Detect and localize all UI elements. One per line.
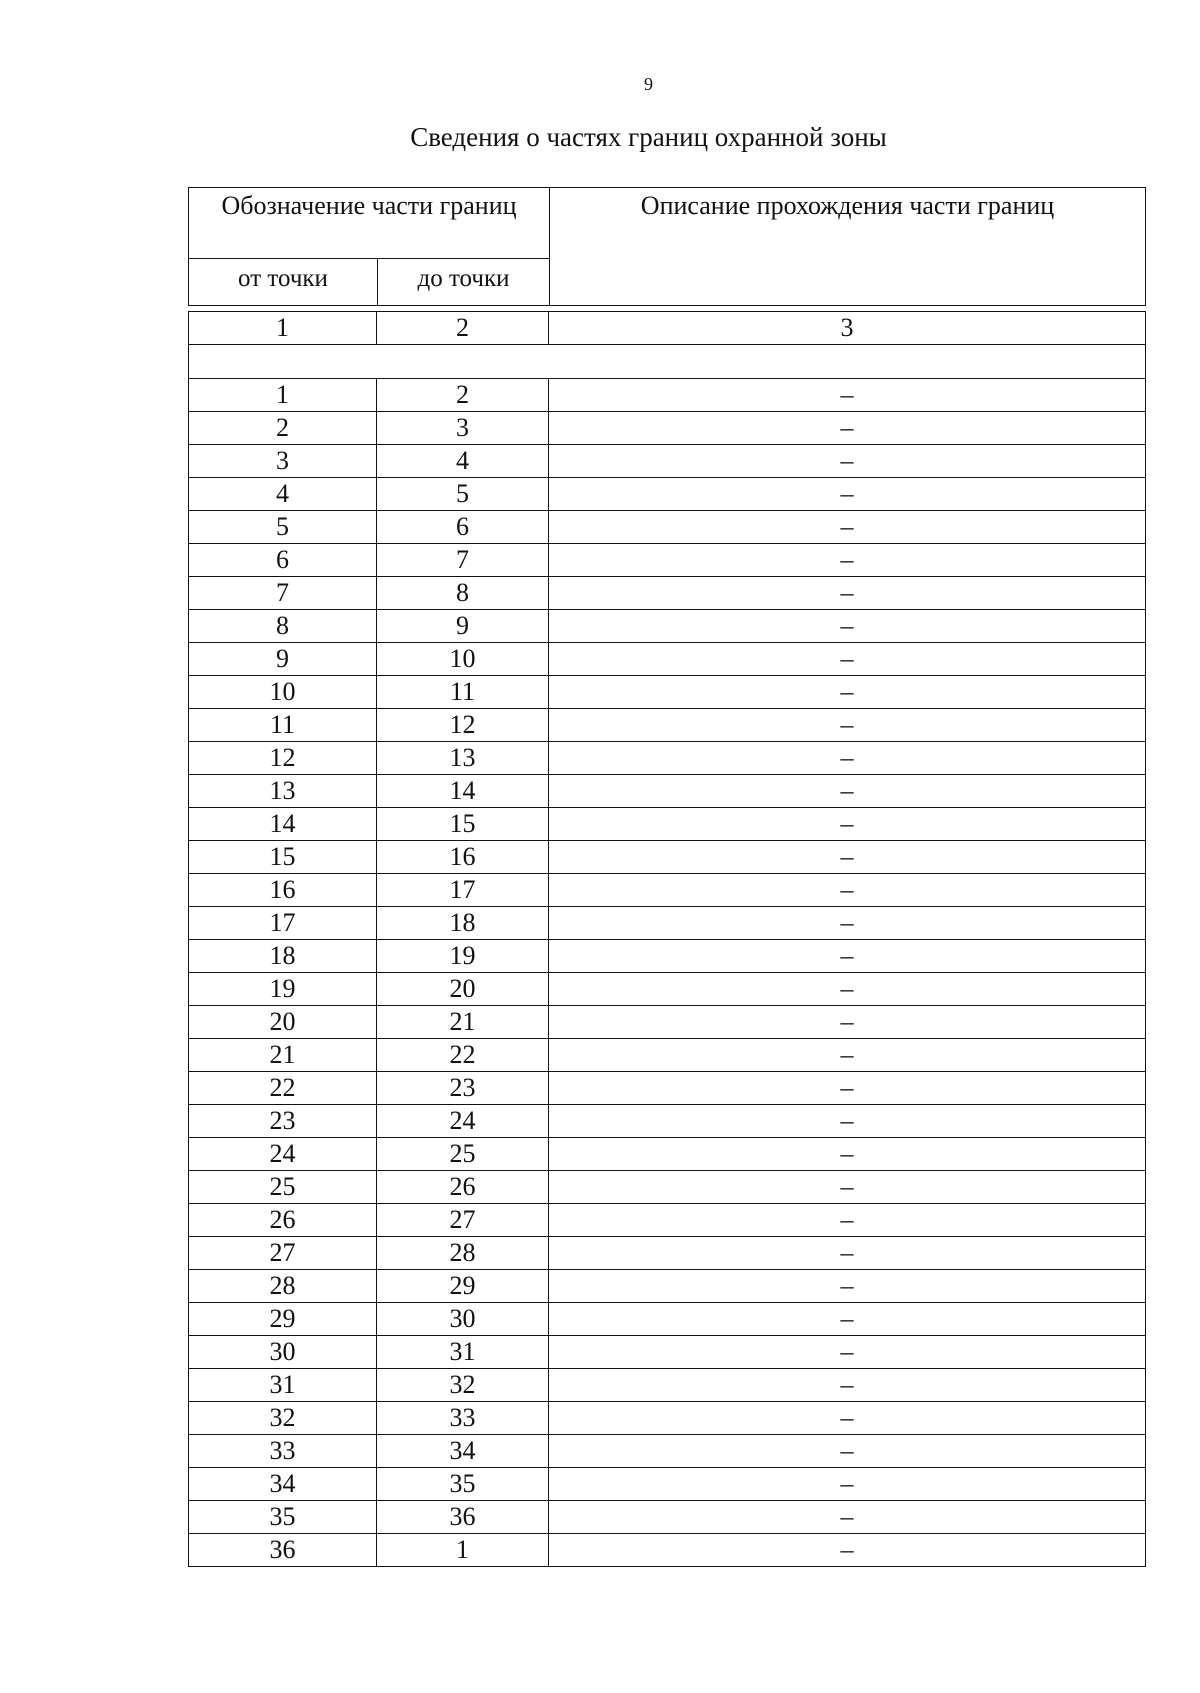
from-point-cell: 10 <box>189 676 377 709</box>
to-point-cell: 11 <box>377 676 549 709</box>
from-point-cell: 8 <box>189 610 377 643</box>
to-point-cell: 28 <box>377 1237 549 1270</box>
description-cell: – <box>549 1039 1146 1072</box>
from-point-cell: 15 <box>189 841 377 874</box>
description-cell: – <box>549 940 1146 973</box>
table-row <box>189 412 1146 445</box>
to-point-header: до точки <box>417 265 510 292</box>
from-point-cell: 19 <box>189 973 377 1006</box>
table-row <box>189 610 1146 643</box>
description-cell: – <box>549 1270 1146 1303</box>
table-row <box>189 1072 1146 1105</box>
table-row <box>189 1138 1146 1171</box>
description-cell: – <box>549 808 1146 841</box>
description-header: Описание прохождения части границ <box>640 191 1055 220</box>
description-cell: – <box>549 907 1146 940</box>
table-row <box>189 973 1146 1006</box>
to-point-cell: 5 <box>377 478 549 511</box>
description-cell: – <box>549 709 1146 742</box>
from-point-cell: 4 <box>189 478 377 511</box>
description-cell: – <box>549 1237 1146 1270</box>
table-row <box>189 742 1146 775</box>
description-cell: – <box>549 478 1146 511</box>
description-cell: – <box>549 610 1146 643</box>
table-row <box>189 841 1146 874</box>
from-point-cell: 5 <box>189 511 377 544</box>
to-point-cell: 13 <box>377 742 549 775</box>
to-point-cell: 19 <box>377 940 549 973</box>
table-row <box>189 478 1146 511</box>
to-point-cell: 33 <box>377 1402 549 1435</box>
from-point-cell: 26 <box>189 1204 377 1237</box>
boundary-parts-table <box>188 311 1146 1567</box>
to-point-cell: 24 <box>377 1105 549 1138</box>
description-cell: – <box>549 1072 1146 1105</box>
from-point-cell: 3 <box>189 445 377 478</box>
to-point-cell: 4 <box>377 445 549 478</box>
table-row <box>189 1006 1146 1039</box>
description-cell: – <box>549 874 1146 907</box>
from-point-cell: 6 <box>189 544 377 577</box>
to-point-cell: 15 <box>377 808 549 841</box>
to-point-cell: 23 <box>377 1072 549 1105</box>
table-row <box>189 1171 1146 1204</box>
table-row <box>189 1039 1146 1072</box>
description-cell: – <box>549 1402 1146 1435</box>
table-row <box>189 1270 1146 1303</box>
table-row <box>189 511 1146 544</box>
table-row <box>189 1501 1146 1534</box>
from-point-cell: 7 <box>189 577 377 610</box>
to-point-cell: 9 <box>377 610 549 643</box>
to-point-cell: 36 <box>377 1501 549 1534</box>
from-point-cell: 11 <box>189 709 377 742</box>
to-point-cell: 29 <box>377 1270 549 1303</box>
from-point-cell: 13 <box>189 775 377 808</box>
description-cell: – <box>549 1138 1146 1171</box>
description-cell: – <box>549 841 1146 874</box>
description-cell: – <box>549 643 1146 676</box>
to-point-cell: 17 <box>377 874 549 907</box>
from-point-header: от точки <box>189 259 378 305</box>
to-point-cell: 10 <box>377 643 549 676</box>
page-number: 9 <box>644 74 653 94</box>
to-point-cell: 35 <box>377 1468 549 1501</box>
description-cell: – <box>549 1369 1146 1402</box>
column-number-cell: 3 <box>549 312 1146 345</box>
to-point-cell: 31 <box>377 1336 549 1369</box>
to-point-cell: 20 <box>377 973 549 1006</box>
to-point-cell: 21 <box>377 1006 549 1039</box>
to-point-cell: 6 <box>377 511 549 544</box>
description-cell: – <box>549 676 1146 709</box>
column-number-cell: 1 <box>189 312 377 345</box>
from-point-cell: 18 <box>189 940 377 973</box>
description-cell: – <box>549 511 1146 544</box>
table-row <box>189 1204 1146 1237</box>
description-cell: – <box>549 544 1146 577</box>
from-point-cell: 2 <box>189 412 377 445</box>
empty-cell <box>189 345 1146 379</box>
from-point-cell: 24 <box>189 1138 377 1171</box>
table-row <box>189 379 1146 412</box>
from-point-cell: 31 <box>189 1369 377 1402</box>
to-point-cell: 27 <box>377 1204 549 1237</box>
description-cell: – <box>549 1534 1146 1567</box>
description-cell: – <box>549 1204 1146 1237</box>
from-point-cell: 29 <box>189 1303 377 1336</box>
table-row <box>189 874 1146 907</box>
table-row <box>189 1336 1146 1369</box>
from-point-cell: 16 <box>189 874 377 907</box>
to-point-cell: 26 <box>377 1171 549 1204</box>
designation-group-label: Обозначение части границ <box>189 188 549 259</box>
to-point-cell: 16 <box>377 841 549 874</box>
from-point-cell: 33 <box>189 1435 377 1468</box>
description-cell: – <box>549 1105 1146 1138</box>
to-point-cell: 12 <box>377 709 549 742</box>
table-row <box>189 1105 1146 1138</box>
table-row <box>189 1237 1146 1270</box>
from-point-cell: 32 <box>189 1402 377 1435</box>
table-row <box>189 445 1146 478</box>
table-row <box>189 907 1146 940</box>
description-cell: – <box>549 775 1146 808</box>
description-cell: – <box>549 1006 1146 1039</box>
from-point-cell: 21 <box>189 1039 377 1072</box>
to-point-cell: 8 <box>377 577 549 610</box>
to-point-cell: 2 <box>377 379 549 412</box>
description-cell: – <box>549 1501 1146 1534</box>
to-point-cell: 3 <box>377 412 549 445</box>
from-point-cell: 35 <box>189 1501 377 1534</box>
description-cell: – <box>549 412 1146 445</box>
from-point-cell: 34 <box>189 1468 377 1501</box>
from-point-cell: 23 <box>189 1105 377 1138</box>
empty-row <box>189 345 1146 379</box>
column-number-cell: 2 <box>377 312 549 345</box>
table-body <box>189 312 1146 1567</box>
from-point-cell: 28 <box>189 1270 377 1303</box>
from-point-cell: 25 <box>189 1171 377 1204</box>
table-row <box>189 709 1146 742</box>
to-point-cell: 22 <box>377 1039 549 1072</box>
table-row <box>189 940 1146 973</box>
description-cell: – <box>549 973 1146 1006</box>
to-point-cell: 30 <box>377 1303 549 1336</box>
to-point-cell: 18 <box>377 907 549 940</box>
to-point-cell: 32 <box>377 1369 549 1402</box>
table-row <box>189 1534 1146 1567</box>
description-cell: – <box>549 1171 1146 1204</box>
description-cell: – <box>549 1435 1146 1468</box>
description-cell: – <box>549 1468 1146 1501</box>
table-row <box>189 1303 1146 1336</box>
from-point-cell: 1 <box>189 379 377 412</box>
from-point-cell: 14 <box>189 808 377 841</box>
from-point-cell: 20 <box>189 1006 377 1039</box>
document-title: Сведения о частях границ охранной зоны <box>410 122 887 152</box>
table-row <box>189 1435 1146 1468</box>
from-point-cell: 9 <box>189 643 377 676</box>
table-row <box>189 676 1146 709</box>
description-cell: – <box>549 379 1146 412</box>
from-point-cell: 27 <box>189 1237 377 1270</box>
table-row <box>189 1402 1146 1435</box>
column-number-row <box>189 312 1146 345</box>
from-point-cell: 17 <box>189 907 377 940</box>
from-point-cell: 12 <box>189 742 377 775</box>
from-point-cell: 22 <box>189 1072 377 1105</box>
to-point-cell: 14 <box>377 775 549 808</box>
description-cell: – <box>549 742 1146 775</box>
table-row <box>189 775 1146 808</box>
description-cell: – <box>549 445 1146 478</box>
to-point-cell: 25 <box>377 1138 549 1171</box>
to-point-cell: 7 <box>377 544 549 577</box>
table-row <box>189 577 1146 610</box>
description-cell: – <box>549 1336 1146 1369</box>
table-row <box>189 643 1146 676</box>
from-point-cell: 36 <box>189 1534 377 1567</box>
to-point-cell: 34 <box>377 1435 549 1468</box>
from-point-cell: 30 <box>189 1336 377 1369</box>
description-cell: – <box>549 577 1146 610</box>
table-row <box>189 1369 1146 1402</box>
description-cell: – <box>549 1303 1146 1336</box>
table-row <box>189 1468 1146 1501</box>
table-header <box>188 187 1146 306</box>
table-row <box>189 808 1146 841</box>
designation-group <box>189 188 550 305</box>
to-point-cell: 1 <box>377 1534 549 1567</box>
table-row <box>189 544 1146 577</box>
